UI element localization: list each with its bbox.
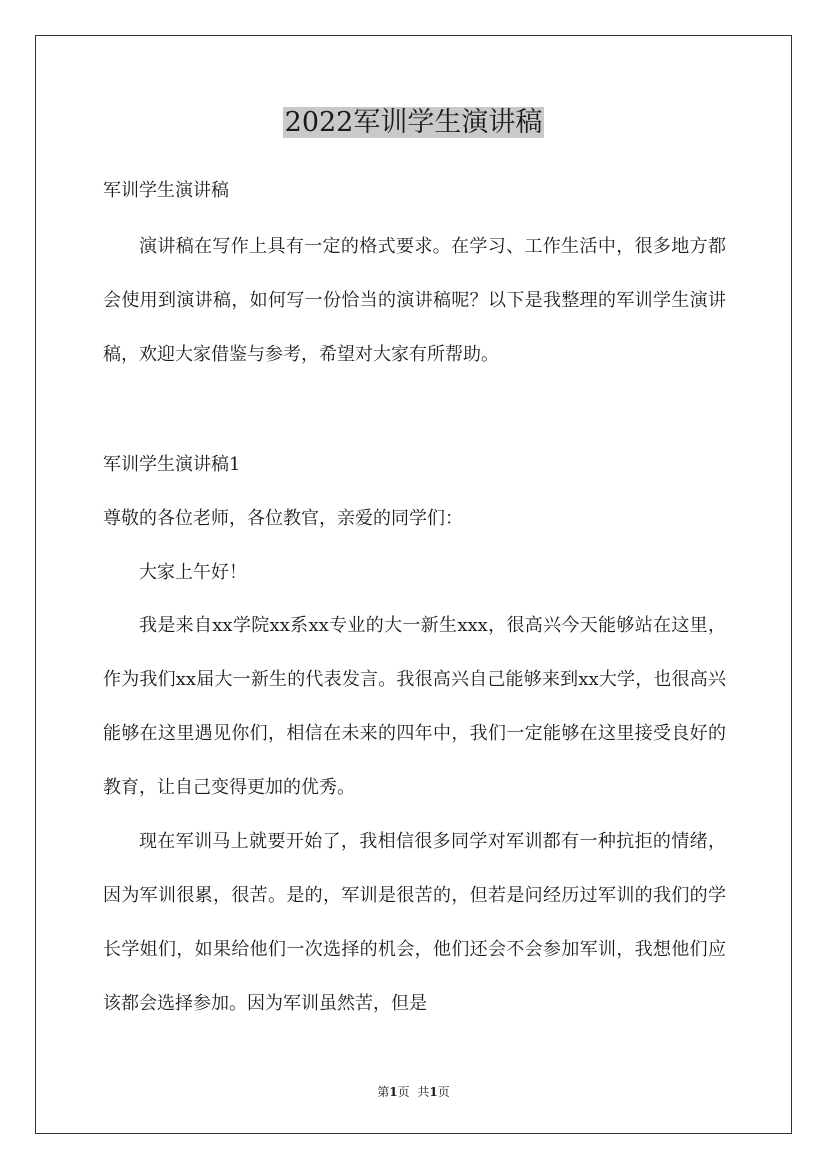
page-suffix: 页 xyxy=(397,1085,410,1099)
subtitle: 军训学生演讲稿 xyxy=(103,180,229,201)
intro-paragraph: 演讲稿在写作上具有一定的格式要求。在学习、工作生活中，很多地方都会使用到演讲稿，如何写一份恰当的演讲稿呢？以下是我整理的军训学生演讲稿，欢迎大家借鉴与参考，希望对大家有所帮助。 xyxy=(103,236,726,365)
total-prefix: 共 xyxy=(417,1085,430,1099)
title-text: 2022军训学生演讲稿 xyxy=(284,107,543,138)
total-pages: 1 xyxy=(429,1085,438,1099)
section-heading: 军训学生演讲稿1 xyxy=(103,454,241,475)
body-paragraph-1: 我是来自xx学院xx系xx专业的大一新生xxx，很高兴今天能够站在这里，作为我们xx届大一新生的代表发言。我很高兴自己能够来到xx大学，也很高兴能够在这里遇见你们，相信在未来的四年中，我们一定能够在这里接受良好的教育，让自己变得更加的优秀。 xyxy=(103,615,726,798)
salutation: 尊敬的各位老师，各位教官，亲爱的同学们： xyxy=(103,508,463,529)
page-footer xyxy=(0,1083,827,1101)
page-prefix: 第 xyxy=(377,1085,390,1099)
total-suffix: 页 xyxy=(437,1085,450,1099)
page-number: 1 xyxy=(389,1085,398,1099)
document-title xyxy=(0,103,827,143)
greeting: 大家上午好！ xyxy=(139,562,247,583)
body-paragraph-2: 现在军训马上就要开始了，我相信很多同学对军训都有一种抗拒的情绪，因为军训很累，很苦。是的，军训是很苦的，但若是问经历过军训的我们的学长学姐们，如果给他们一次选择的机会，他们还会不会参加军训，我想他们应该都会选择参加。因为军训虽然苦，但是 xyxy=(103,831,726,1014)
